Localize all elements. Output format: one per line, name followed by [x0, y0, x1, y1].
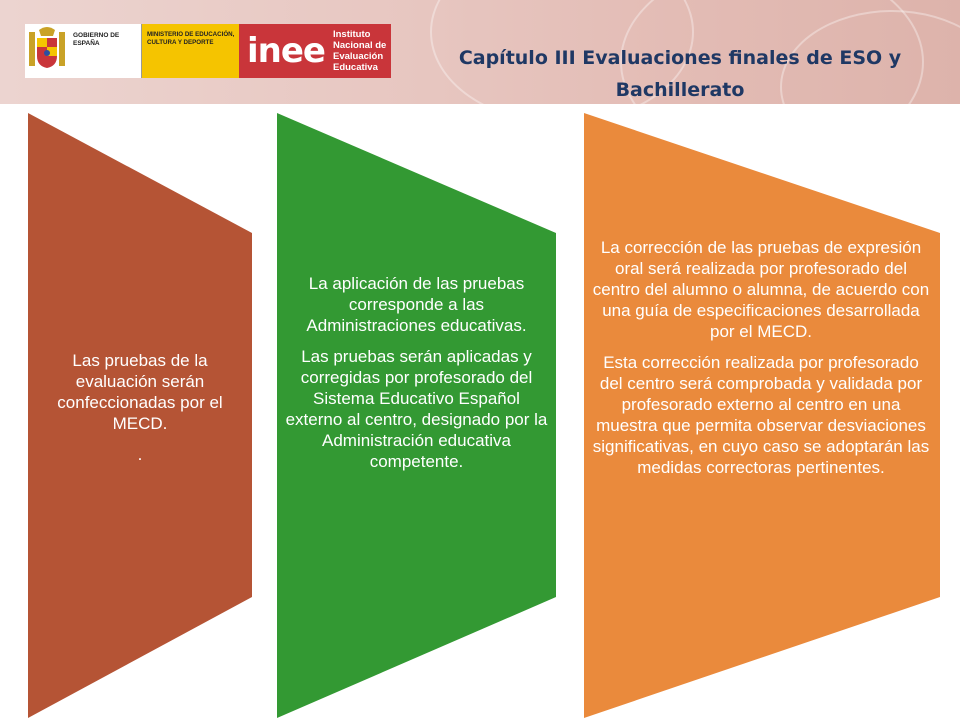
panel-design-text [36, 350, 244, 475]
panel-correction-paragraph-2: Esta corrección realizada por profesorado del centro será comprobada y validada por profesorado externo al centro en una muestra que permita observar desviaciones significativas, en cuyo caso se adoptarán las medidas correctoras pertinentes. [592, 353, 930, 477]
panel-correction-text [590, 237, 932, 488]
panel-application-paragraph-1: La aplicación de las pruebas corresponde a las Administraciones educativas. [306, 274, 527, 335]
inee-logo-block [239, 24, 391, 78]
inee-label: Instituto Nacional de Evaluación Educativa [332, 29, 387, 73]
coat-of-arms-icon [25, 24, 69, 78]
panel-correction-paragraph-1: La corrección de las pruebas de expresión oral será realizada por profesorado del centro del alumno o alumna, de acuerdo con una guía de especificaciones desarrollada por el MECD. [592, 238, 930, 341]
ministry-label: MINISTERIO DE EDUCACIÓN, CULTURA Y DEPORTE [141, 24, 239, 78]
panel-application-text [285, 273, 548, 482]
panel-design [28, 113, 252, 718]
inee-logo-text: inee [247, 31, 325, 71]
panel-correction [584, 113, 940, 718]
panel-application [277, 113, 556, 718]
page-title: Capítulo III Evaluaciones finales de ESO y Bachillerato [458, 47, 902, 101]
panel-design-paragraph-1: Las pruebas de la evaluación serán confeccionadas por el MECD. [57, 351, 223, 433]
institutional-logo [25, 24, 391, 78]
panel-application-paragraph-2: Las pruebas serán aplicadas y corregidas por profesorado del Sistema Educativo Español externo al centro, designado por la Administración educativa competente. [285, 347, 548, 471]
panel-design-paragraph-2: . [137, 445, 143, 464]
government-label: GOBIERNO DE ESPAÑA [73, 32, 120, 47]
header-banner [0, 0, 960, 104]
